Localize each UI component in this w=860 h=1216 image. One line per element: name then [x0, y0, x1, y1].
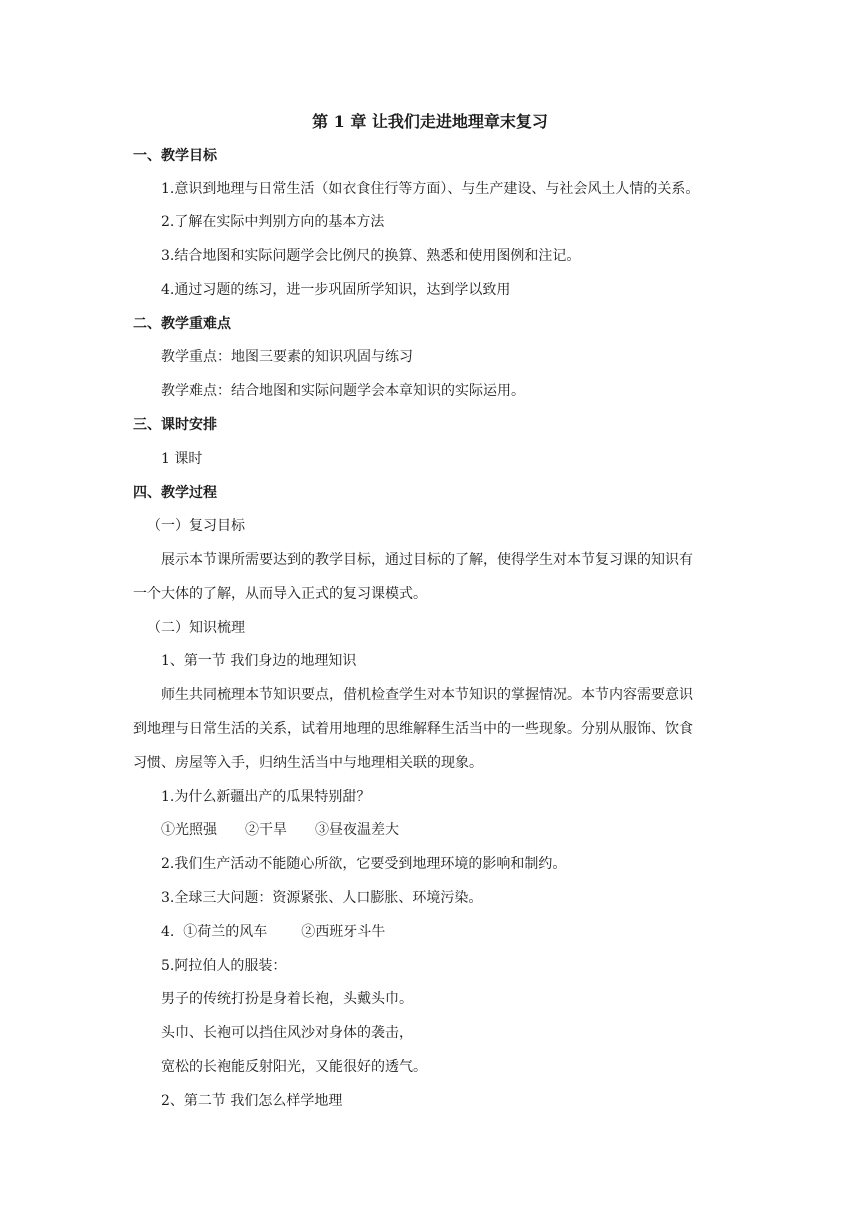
schedule-text: 1 课时	[161, 451, 203, 467]
goal-item-3: 3.结合地图和实际问题学会比例尺的换算、熟悉和使用图例和注记。	[161, 248, 581, 264]
question-5-line-1: 男子的传统打扮是身着长袍，头戴头巾。	[161, 991, 413, 1007]
process-heading: 四、教学过程	[133, 485, 217, 501]
q4-option-1: ①荷兰的风车	[183, 924, 268, 940]
question-1: 1.为什么新疆出产的瓜果特别甜？	[161, 789, 371, 805]
review-goal-line-2: 一个大体的了解，从而导入正式的复习课模式。	[133, 586, 427, 602]
review-goal-heading: （一）复习目标	[147, 518, 245, 534]
page-title: 第 1 章 让我们走进地理章末复习	[312, 112, 548, 131]
goal-item-4: 4.通过习题的练习，进一步巩固所学知识，达到学以致用	[161, 282, 511, 298]
section1-line-2: 到地理与日常生活的关系，试着用地理的思维解释生活当中的一些现象。分别从服饰、饮食	[133, 721, 693, 737]
review-goal-line-1: 展示本节课所需要达到的教学目标，通过目标的了解，使得学生对本节复习课的知识有	[161, 552, 693, 568]
section1-line-1: 师生共同梳理本节知识要点，借机检查学生对本节知识的掌握情况。本节内容需要意识	[161, 687, 693, 703]
goal-item-1: 1.意识到地理与日常生活（如衣食住行等方面）、与生产建设、与社会风土人情的关系。	[161, 181, 700, 197]
question-4	[161, 922, 761, 942]
q4-option-2: ②西班牙斗牛	[301, 924, 386, 940]
question-5-line-3: 宽松的长袍能反射阳光，又能很好的透气。	[161, 1059, 427, 1075]
question-5: 5.阿拉伯人的服装：	[161, 958, 287, 974]
q4-prefix: 4.	[161, 924, 175, 940]
question-2: 2.我们生产活动不能随心所欲，它要受到地理环境的影响和制约。	[161, 856, 567, 872]
question-3: 3.全球三大问题：资源紧张、人口膨胀、环境污染。	[161, 890, 483, 906]
schedule-heading: 三、课时安排	[133, 417, 217, 433]
knowledge-heading: （二）知识梳理	[147, 620, 245, 636]
section1-title: 1、第一节 我们身边的地理知识	[161, 653, 357, 669]
section1-line-3: 习惯、房屋等入手，归纳生活当中与地理相关联的现象。	[133, 755, 483, 771]
key-heading: 二、教学重难点	[133, 316, 231, 332]
q1-option-1: ①光照强	[161, 822, 217, 838]
section2-title: 2、第二节 我们怎么样学地理	[161, 1093, 343, 1109]
q1-option-2: ②干旱	[245, 822, 287, 838]
q1-option-3: ③昼夜温差大	[315, 822, 399, 838]
question-1-options	[161, 820, 761, 840]
goals-heading: 一、教学目标	[133, 148, 217, 164]
goal-item-2: 2.了解在实际中判别方向的基本方法	[161, 214, 385, 230]
key-point: 教学重点：地图三要素的知识巩固与练习	[161, 349, 413, 365]
difficult-point: 教学难点：结合地图和实际问题学会本章知识的实际运用。	[161, 383, 525, 399]
question-5-line-2: 头巾、长袍可以挡住风沙对身体的袭击，	[161, 1025, 413, 1041]
